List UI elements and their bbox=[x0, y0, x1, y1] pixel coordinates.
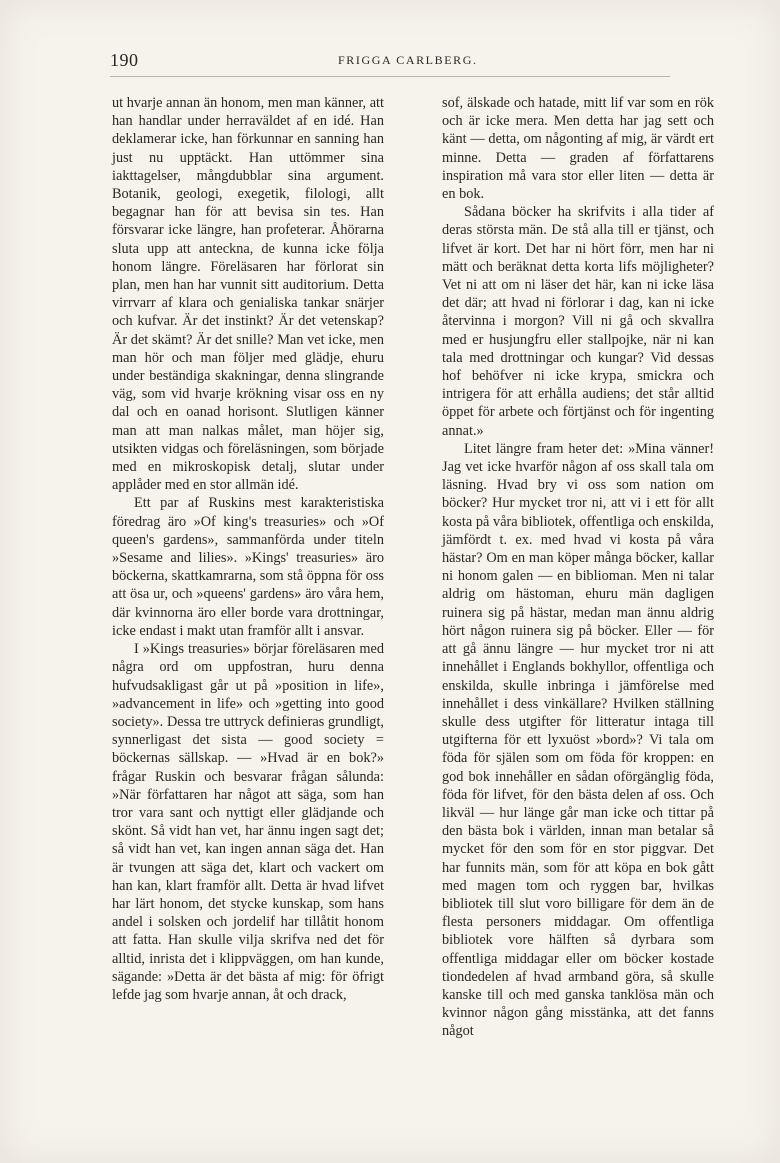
paragraph: Litet längre fram heter det: »Mina vänner! Jag vet icke hvarför någon af oss skall tala om läsning. Hvad bry vi oss som nation om böcker? Hur mycket tror ni, att vi i ett för allt kosta på våra bibliotek, offentliga och enskilda, jämfördt t. ex. med hvad vi kosta på våra hästar? Om en man köper många böcker, kallar ni honom galen — en biblioman. Men ni talar aldrig om hästoman, ehuru män dagligen ruinera sig på hästar, medan man ännu aldrig hört någon ruinera sig på böcker. Eller — för att gå ännu längre — hur mycket tror ni att innehållet i Englands bokhyllor, offentliga och enskilda, skulle inbringa i jämförelse med innehållet i dess vinkällare? Hvilken ställning skulle dess utgifter för litteratur intaga till utgifterna för ett lyxuöst »bord»? Vi tala om föda för själen som om föda för kroppen: en god bok innehåller en sådan oförgänglig föda, föda för lifvet, för den bästa delen af oss. Och likväl — hur länge går man icke och tittar på den bästa bok i världen, innan man betalar så mycket för den som för en stor piggvar. Det har funnits män, som för att köpa en bok gått med magen tom och ryggen bar, hvilkas bibliotek till slut voro billigare för dem än de flesta personers middagar. Om offentliga bibliotek vore hälften så dyrbara som offentliga middagar eller om böcker kostade tiondedelen af hvad armband göra, så skulle kanske till och med ganska tanklösa män och kvinnor någon gång misstänka, att det fanns något bbox=[442, 440, 714, 1040]
paragraph: ut hvarje annan än honom, men man känner, att han handlar under herraväldet af en idé. Han deklamerar icke, han förkunnar en sanning han just nu upptäckt. Han uttömmer sina iakttagelser, mångdubblar sina argument. Botanik, geologi, exegetik, filologi, allt begagnar han för att bevisa sin tes. Han försvarar icke längre, han profeterar. Åhörarna sluta upp att anteckna, de kunna icke följa honom längre. Föreläsaren har förlorat sin plan, men han har vunnit sitt auditorium. Detta virrvarr af klara och genialiska tankar snärjer och kufvar. Är det instinkt? Är det vetenskap? Är det skämt? Är det snille? Man vet icke, men man hör och man följer med glädje, ehuru under beständiga skakningar, denna slingrande väg, som vid hvarje krökning visar oss en ny dal och en oanad horisont. Slutligen känner man att man nalkas målet, man höjer sig, utsikten vidgas och föreläsningen, som började med en mikroskopisk detalj, slutar under applåder med en stor allmän idé. bbox=[112, 95, 384, 494]
paragraph: Ett par af Ruskins mest karakteristiska föredrag äro »Of king's treasuries» och »Of queen's gardens», sammanförda under titeln »Sesame and lilies». »Kings' treasuries» äro böckerna, skattkamrarna, som stå öppna för oss att ösa ur, och »queens' gardens» äro våra hem, där kvinnorna äro eller borde vara drottningar, icke endast i makt utan framför allt i ansvar. bbox=[112, 495, 384, 639]
running-head: FRIGGA CARLBERG. bbox=[338, 53, 478, 67]
header-rule bbox=[110, 76, 670, 77]
left-column bbox=[112, 94, 384, 1004]
right-column bbox=[442, 94, 714, 1041]
paragraph: I »Kings treasuries» börjar föreläsaren med några ord om uppfostran, huru denna hufvudsakligast går ut på »position in life», »advancement in life» och »getting into good society». Dessa tre uttryck definieras grundligt, synnerligast det sista — good society = böckernas sällskap. — »Hvad är en bok?» frågar Ruskin och besvarar frågan sålunda: »När författaren har något att säga, som han tror vara sant och nyttigt eller glädjande och skönt. Så vidt han vet, har ännu ingen sagt det; så vidt han vet, kan ingen annan säga det. Han är tvungen att säga det, klart och vackert om han kan, klart framför allt. Detta är hvad lifvet har lärt honom, det stycke kunskap, som hans andel i solsken och jordelif har tillåtit honom att fatta. Han skulle vilja skrifva ned det för alltid, inrista det i klippväggen, om han kunde, sägande: »Detta är det bästa af mig: för öfrigt lefde jag som hvarje annan, åt och drack, bbox=[112, 641, 384, 1003]
page-header bbox=[110, 50, 670, 74]
page-number: 190 bbox=[110, 50, 139, 70]
paragraph: Sådana böcker ha skrifvits i alla tider af deras största män. De stå alla till er tjänst, och lifvet är kort. Det har ni hört förr, men har ni mätt och beräknat detta korta lifs möjligheter? Vet ni att om ni läser det här, kan ni icke läsa det där; att hvad ni förlorar i dag, kan ni icke återvinna i morgon? Vill ni gå och skvallra med er husjungfru eller stallpojke, när ni kan tala med drottningar och kungar? Vid dessas hof behöfver ni icke krypa, smickra och intrigera för att erhålla audiens; det står alltid öppet för arbete och förtjänst och för ingenting annat.» bbox=[442, 204, 714, 439]
paragraph: sof, älskade och hatade, mitt lif var som en rök och är icke mera. Men detta har jag sett och känt — detta, om någonting af mig, är värdt ert minne. Detta — graden af författarens inspiration må vara stor eller liten — detta är en bok. bbox=[442, 95, 714, 203]
